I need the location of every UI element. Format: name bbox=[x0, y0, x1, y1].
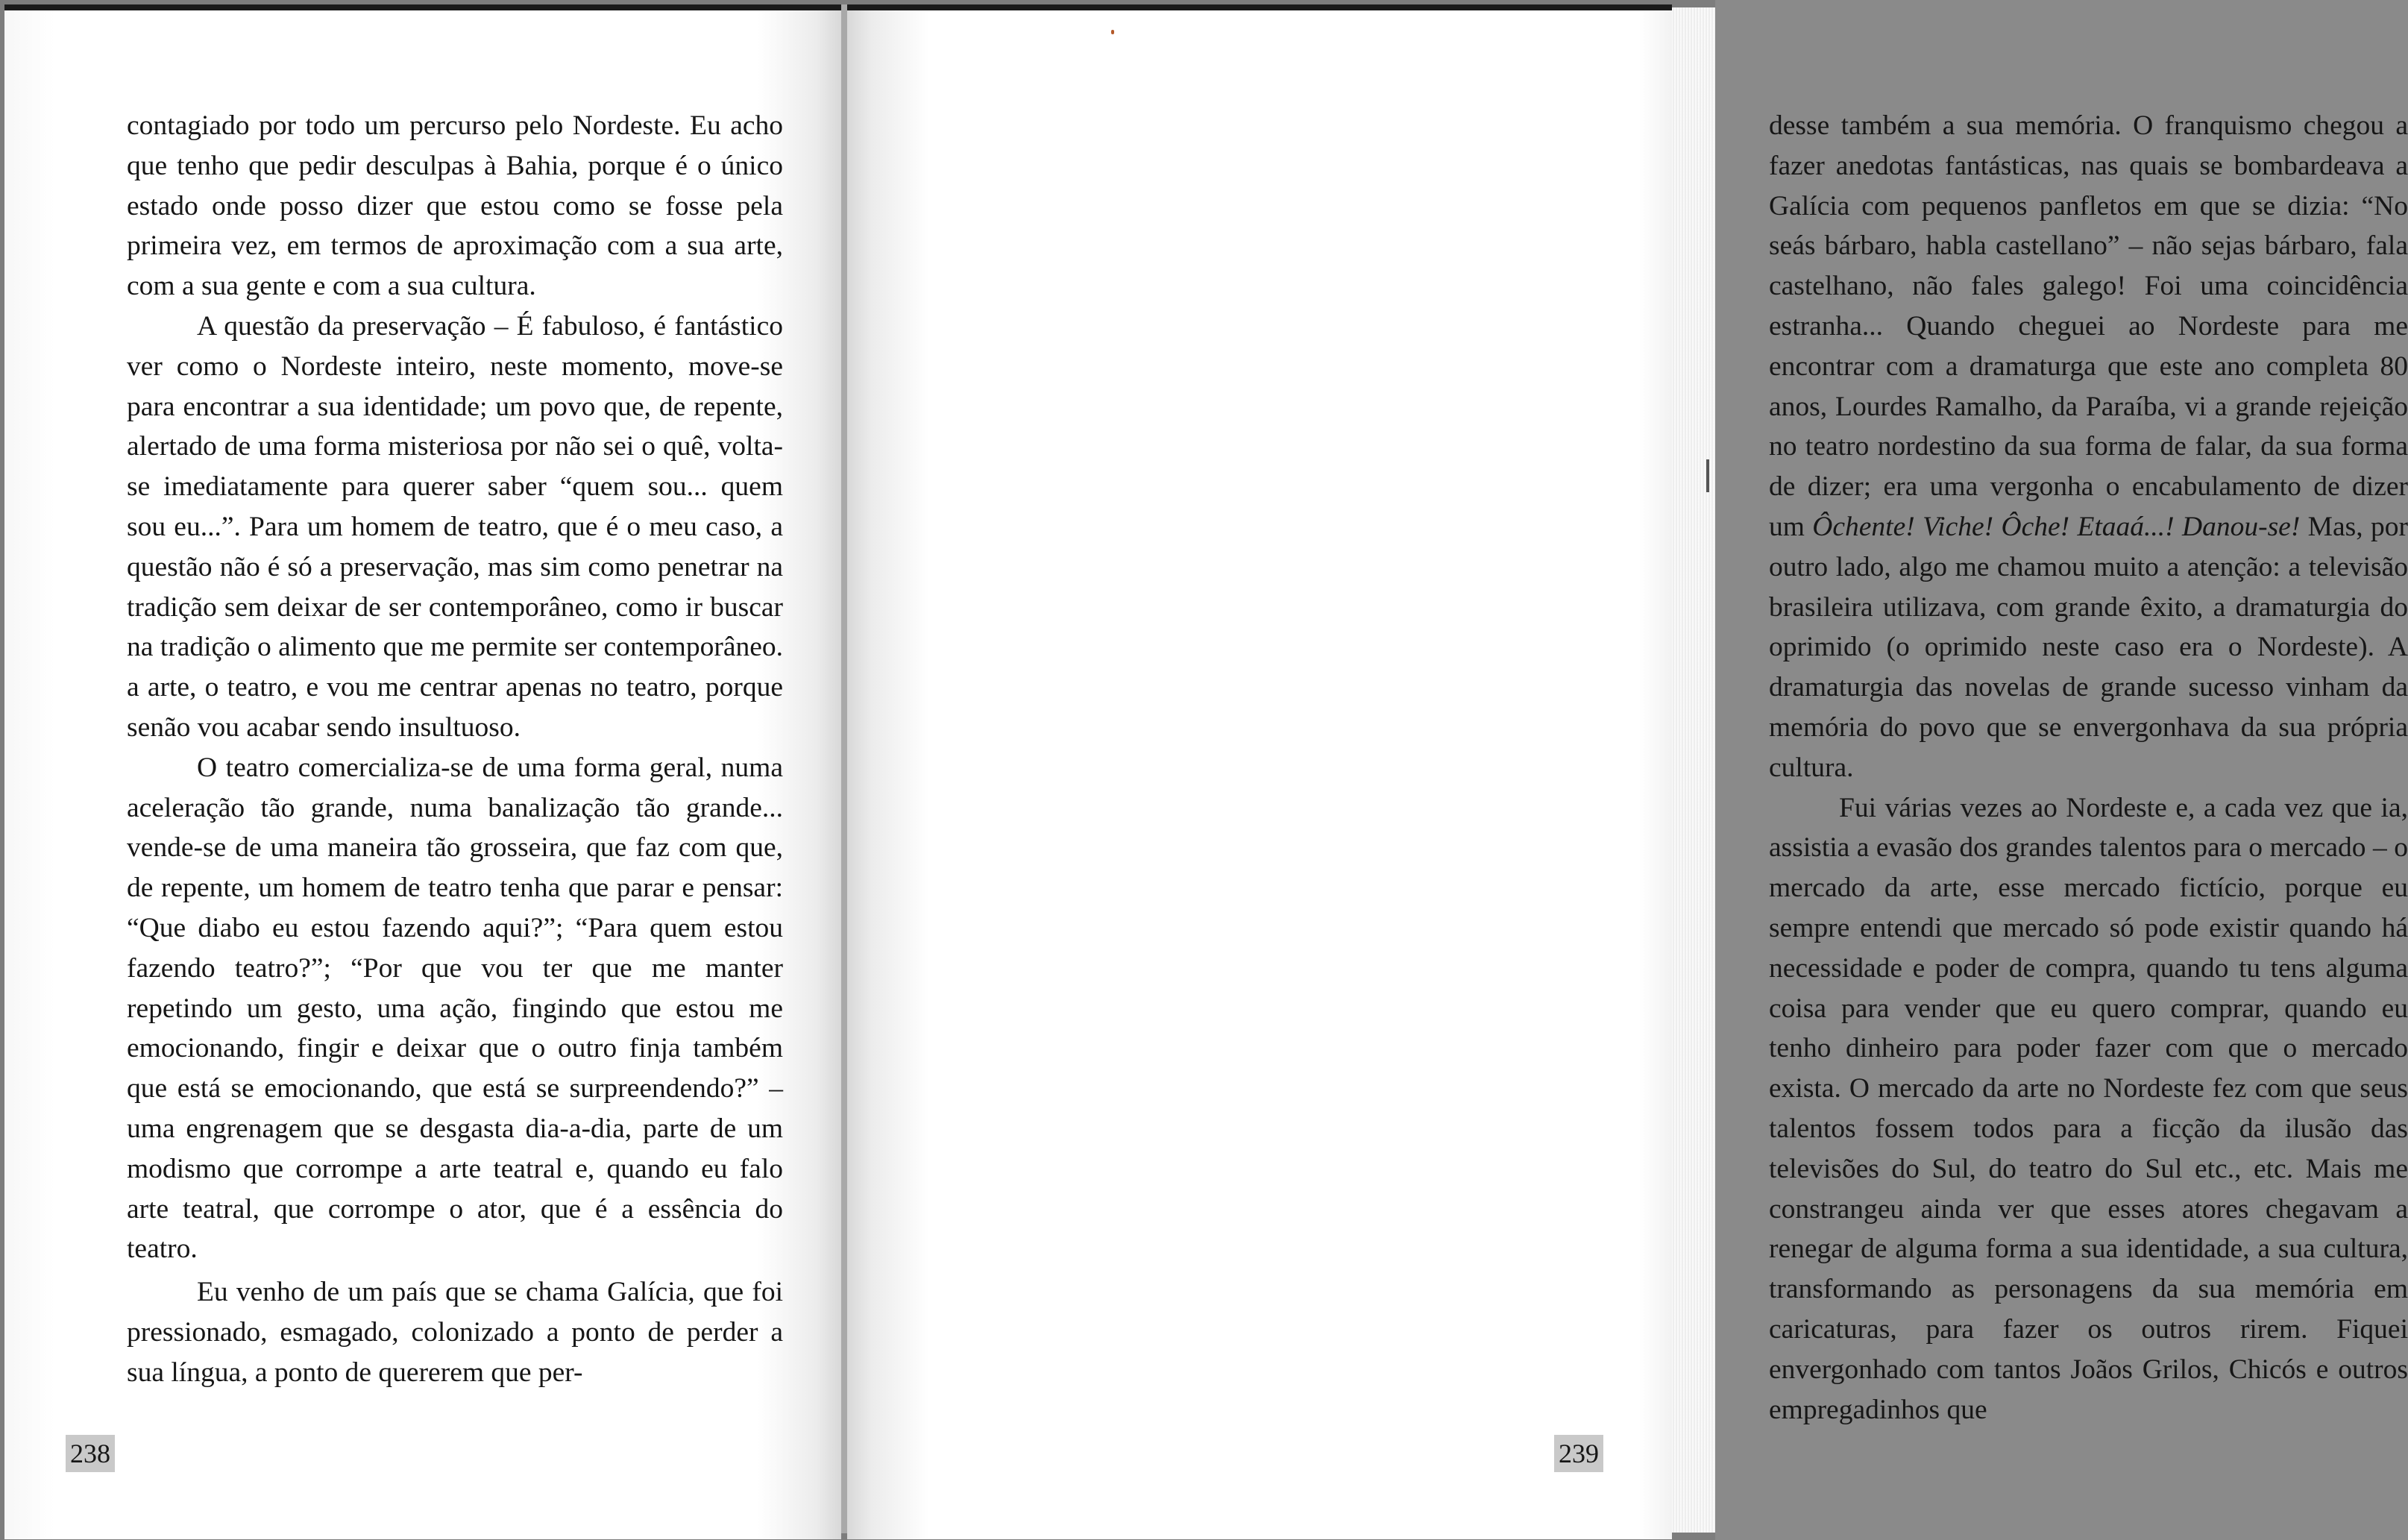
right-paragraph-1-start: desse também a sua memória. O franquismo chegou a fazer anedotas fantásticas, nas quais se bombardeava a Galícia com pequenos panfletos em que se dizia: “No seás bárbaro, habla castellano” – não sejas bárbaro, fala castelhano, não fales galego! Foi uma coincidência estranha... Quando cheguei ao Nordeste para me encontrar com a dramaturga que este ano completa 80 anos, Lourdes Ramalho, da Paraíba, vi a grande rejeição no teatro nordestino da sua forma de falar, da sua forma de dizer; era uma vergonha o encabulamento de dizer um bbox=[1769, 110, 2408, 542]
page-number-right: 239 bbox=[1554, 1435, 1603, 1472]
left-page bbox=[4, 4, 841, 1539]
left-paragraph-4: Eu venho de um país que se chama Galícia, que foi pressionado, esmagado, colonizado a ponto de perder a sua língua, a ponto de quererem que per- bbox=[127, 1277, 783, 1388]
book-gutter bbox=[841, 4, 847, 1533]
left-page-text bbox=[127, 106, 783, 1393]
left-paragraph-1: contagiado por todo um percurso pelo Nordeste. Eu acho que tenho que pedir desculpas à Bahia, porque é o único estado onde posso dizer que estou como se fosse pela primeira vez, em termos de aproximação com a sua arte, com a sua gente e com a sua cultura. bbox=[127, 110, 783, 302]
right-paragraph-1 bbox=[1769, 106, 2408, 788]
left-paragraph-2: A questão da preservação – É fabuloso, é fantástico ver como o Nordeste inteiro, neste momento, move-se para encontrar a sua identidade; um povo que, de repente, alertado de uma forma misteriosa por não sei o quê, volta-se imediatamente para querer saber “quem sou... quem sou eu...”. Para um homem de teatro, que é o meu caso, a questão não é só a preservação, mas sim como penetrar na tradição sem deixar de ser contemporâneo, como ir buscar na tradição o alimento que me permite ser contemporâneo. a arte, o teatro, e vou me centrar apenas no teatro, porque senão vou acabar sendo insultuoso. bbox=[127, 310, 783, 743]
right-paragraph-2: Fui várias vezes ao Nordeste e, a cada vez que ia, assistia a evasão dos grandes talentos para o mercado – o mercado da arte, esse mercado fictício, porque eu sempre entendi que mercado só pode existir quando há necessidade e poder de compra, quando tu tens alguma coisa para vender que eu quero comprar, quando eu tenho dinheiro para poder fazer com que o mercado exista. O mercado da arte no Nordeste fez com que seus talentos fossem todos para a ficção da ilusão das televisões do Sul, do teatro do Sul etc., etc. Mais me constrangeu ainda ver que esses atores chegavam a renegar de alguma forma a sua identidade, a sua cultura, transformando as personagens da sua memória em caricaturas, para fazer os outros rirem. Fiquei envergonhado com tantos Joãos Grilos, Chicós e outros empregadinhos que bbox=[1769, 792, 2408, 1425]
left-paragraph-3: O teatro comercializa-se de uma forma geral, numa aceleração tão grande, numa banalização tão grande... vende-se de uma maneira tão grosseira, que faz com que, de repente, um homem de teatro tenha que parar e pensar: “Que diabo eu estou fazendo aqui?”; “Para quem estou fazendo teatro?”; “Por que vou ter que me manter repetindo um gesto, uma ação, fingindo que estou me emocionando, fingir e deixar que o outro finja também que está se emocionando, que está se surpreendendo?” – uma engrenagem que se desgasta dia-a-dia, parte de um modismo que corrompe a arte teatral e, quando eu falo arte teatral, que corrompe o ator, que é a essência do teatro. bbox=[127, 752, 783, 1265]
right-paragraph-1-italic: Ôchente! Viche! Ôche! Etaaá...! Danou-se! bbox=[1812, 511, 2301, 542]
right-page bbox=[847, 4, 2408, 1539]
ink-speck bbox=[1111, 30, 1114, 34]
page-number-left: 238 bbox=[66, 1435, 115, 1472]
right-page-text bbox=[1769, 106, 2408, 1430]
right-paragraph-1-end: Mas, por outro lado, algo me chamou muito a atenção: a televisão brasileira utilizava, com grande êxito, a dramaturgia do oprimido (o oprimido neste caso era o Nordeste). A dramaturgia das novelas de grande sucesso vinham da memória do povo que se envergonhava da sua própria cultura. bbox=[1769, 511, 2408, 783]
edge-mark bbox=[1706, 459, 1709, 492]
page-edges bbox=[1672, 7, 1715, 1533]
